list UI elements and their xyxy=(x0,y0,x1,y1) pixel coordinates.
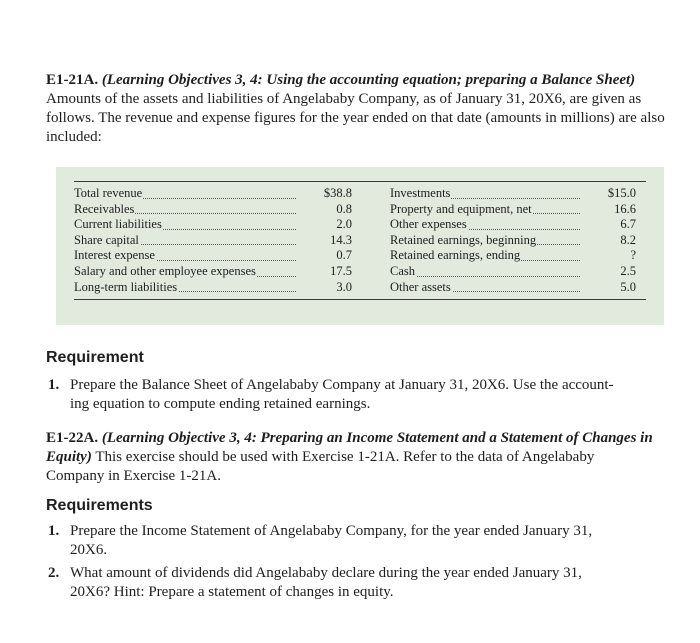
list-item-text: Prepare the Income Statement of Angelababy Company, for the year ended January 31, xyxy=(70,523,593,539)
list-item xyxy=(48,376,668,414)
table-cell-value: 16.6 xyxy=(614,201,636,216)
list-item xyxy=(48,522,658,560)
requirement-list xyxy=(48,376,668,414)
exercise-id: E1-21A. xyxy=(46,72,99,88)
exercise-text-line: Amounts of the assets and liabilities of Angelababy Company, as of January 31, 20X6, xyxy=(46,91,566,107)
table-row-label: Salary and other employee expenses xyxy=(74,264,296,280)
table-cell-value: $15.0 xyxy=(607,186,636,200)
data-box xyxy=(56,167,664,325)
table-row-label: Property and equipment, net xyxy=(390,202,580,218)
list-item-text: What amount of dividends did Angelababy declare during the year ended January 31, xyxy=(70,565,582,581)
requirements-heading: Requirements xyxy=(46,497,153,514)
list-item-text: 20X6? Hint: Prepare a statement of changes in equity. xyxy=(70,584,394,600)
list-item-number: 1. xyxy=(48,377,60,393)
table-row-label: Retained earnings, ending xyxy=(390,248,580,264)
table-cell-value: 2.0 xyxy=(336,217,352,232)
table-row-label: Receivables xyxy=(74,202,296,218)
table-cell-value: $38.8 xyxy=(323,186,352,200)
list-item-number: 1. xyxy=(48,523,60,539)
list-item-text: ing equation to compute ending retained earnings. xyxy=(70,396,371,412)
table-cell-value: 14.3 xyxy=(330,232,352,247)
left-value-column xyxy=(308,186,352,295)
exercise-objectives: (Learning Objective 3, 4: Preparing an Income Statement and a Statement of Changes in Equity) xyxy=(46,430,653,465)
exercise-id: E1-22A. xyxy=(46,430,99,446)
requirements-list xyxy=(48,522,658,602)
list-item-text: Prepare the Balance Sheet of Angelababy Company at January 31, 20X6. Use the account- xyxy=(70,377,614,393)
list-item xyxy=(48,564,658,602)
table-cell-value: 0.8 xyxy=(336,201,352,216)
table-row-label: Interest expense xyxy=(74,248,296,264)
table-row-label: Cash xyxy=(390,264,580,280)
exercise-e1-21a xyxy=(46,71,666,147)
exercise-objectives: (Learning Objectives 3, 4: Using the accounting equation; preparing a Balance Sheet) xyxy=(101,72,636,88)
exercise-e1-22a xyxy=(46,429,656,486)
table-cell-value: 6.7 xyxy=(620,217,636,232)
table-cell-value: ? xyxy=(630,248,636,263)
table-cell-value: 17.5 xyxy=(330,263,352,278)
table-cell-value: 2.5 xyxy=(620,263,636,278)
left-label-column xyxy=(74,186,296,295)
table-row-label: Other assets xyxy=(390,280,580,296)
table-row-label: Long-term liabilities xyxy=(74,280,296,296)
table-row-label: Other expenses xyxy=(390,217,580,233)
table-row-label: Retained earnings, beginning xyxy=(390,233,580,249)
table-row-label: Total revenue xyxy=(74,186,296,202)
exercise-text-line: are given as follows. The revenue and expense figures for the year ended on that date (amounts xyxy=(46,91,642,126)
right-label-column xyxy=(390,186,580,295)
table-cell-value: 5.0 xyxy=(620,279,636,294)
list-item-number: 2. xyxy=(48,565,60,581)
table-cell-value: 8.2 xyxy=(620,232,636,247)
table-row-label: Share capital xyxy=(74,233,296,249)
exercise-text: This exercise should be used with Exercise 1-21A. Refer to the data of Angelababy Company in Exercise 1-21A. xyxy=(46,449,595,484)
table-cell-value: 0.7 xyxy=(336,248,352,263)
requirement-heading: Requirement xyxy=(46,349,144,366)
right-value-column xyxy=(592,186,636,295)
table-row-label: Current liabilities xyxy=(74,217,296,233)
list-item-text: 20X6. xyxy=(70,542,108,558)
table-row-label: Investments xyxy=(390,186,580,202)
exercise-text-line: in millions) are also included: xyxy=(46,110,665,145)
table-cell-value: 3.0 xyxy=(336,279,352,294)
data-table xyxy=(74,181,646,300)
